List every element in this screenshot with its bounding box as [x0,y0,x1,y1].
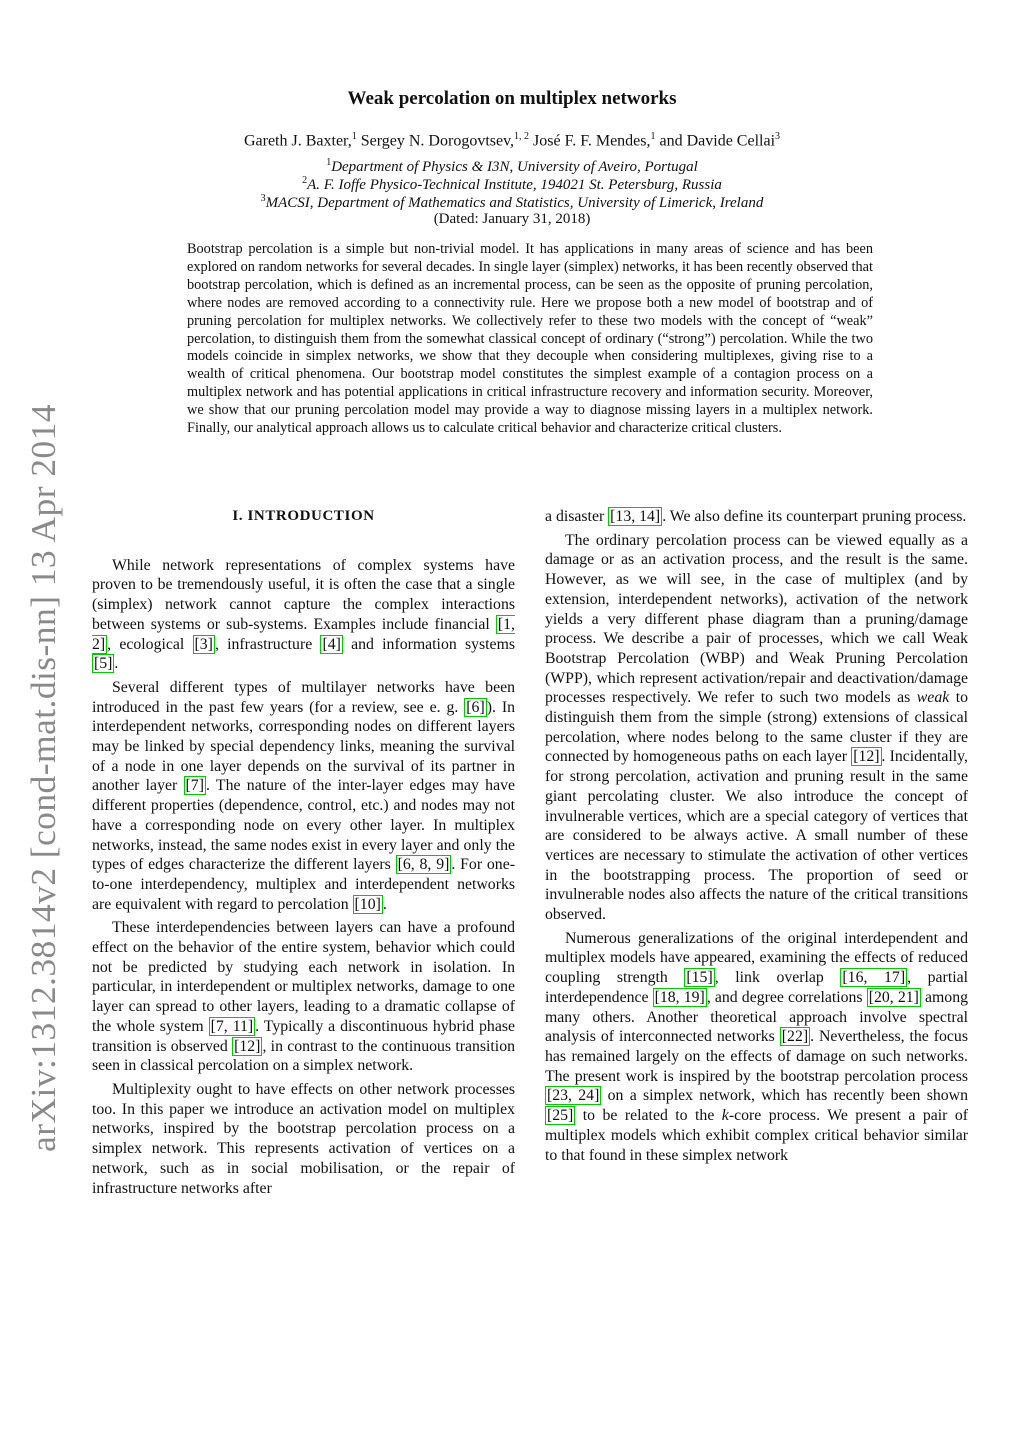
text-run: These interdependencies between layers can have a profound effect on the behavior of the entire system, behavior which could not be predicted by studying each network in isolation. In particular, in interdependent or multiplex networks, damage to one layer can spread to other layers, leading to a dramatic collapse of the whole system [92,919,515,1035]
text-run: . Incidentally, for strong percolation, activation and pruning result in the same giant percolating cluster. We also introduce the concept of invulnerable vertices, which are a special category of vertices that are considered to be always active. A small number of these vertices are necessary to stimulate the activation of other vertices in the bootstrapping process. The proportion of seed or invulnerable nodes also affects the nature of the critical transitions observed. [545,748,968,924]
paragraph [545,507,968,527]
paragraph [92,1080,515,1198]
citation-link[interactable]: [16, 17] [842,969,906,987]
section-heading: I. INTRODUCTION [232,508,375,524]
citation-link[interactable]: [1, 2] [92,615,515,653]
text-run: and information systems [342,635,516,653]
citation-link[interactable]: [22] [781,1028,809,1046]
citation-link[interactable]: [20, 21] [868,988,919,1006]
right-column [545,507,968,1165]
citation-link[interactable]: [25] [547,1107,574,1125]
text-run: Multiplexity ought to have effects on other network processes too. In this paper we introduce an activation model on multiplex networks, inspired by the bootstrap percolation process on a simplex network. This represents activation of vertices on a network, such as in social mobilisation, or the repair of infrastructure networks after [92,1080,515,1197]
text-run: . We also define its counterpart pruning process. [662,508,967,525]
text-run: among many others. Another theoretical approach involve spectral analysis of interconnected networks [545,988,969,1046]
citation-link[interactable]: [10] [354,895,381,913]
citation-link[interactable]: [6] [466,698,485,716]
citation-link[interactable]: [23, 24] [547,1087,600,1105]
arxiv-identifier-text: arXiv:1312.3814v2 [cond-mat.dis-nn] 13 Apr 2014 [24,415,63,1152]
text-run: , partial interdependence [545,969,968,1006]
affiliation-text: MACSI, Department of Mathematics and Statistics, University of Limerick, Ireland [265,195,764,211]
text-run: , link overlap [714,969,841,987]
paragraph [92,678,515,914]
citation-link[interactable]: [12] [853,748,880,766]
paragraph [545,929,968,1165]
text-run: to be related to the [575,1107,722,1125]
emphasis: k [721,1107,729,1125]
emphasis: weak [916,689,950,707]
author-affiliation-mark: 1 [650,131,656,142]
paragraph [92,556,515,674]
abstract: Bootstrap percolation is a simple but non-trivial model. It has applications in many areas of science and has been explored on random networks for several decades. In single layer (simplex) networks, it has been recently observed that bootstrap percolation, which is defined as an incremental process, can be seen as the opposite of pruning percolation, where nodes are removed according to a connectivity rule. Here we propose both a new model of bootstrap and of pruning percolation for multiplex networks. We collectively refer to these two models with the concept of “weak” percolation, to distinguish them from the somewhat classical concept of ordinary (“strong”) percolation. While the two models coincide in simplex networks, we show that they decouple when considering multiplexes, giving rise to a wealth of critical phenomena. Our bootstrap model constitutes the simplest example of a contagion process on a multiplex network and has potential applications in critical infrastructure recovery and information security. Moreover, we show that our pruning percolation model may provide a way to diagnose missing layers in a multiplex network. Finally, our analytical approach allows us to calculate critical behavior and characterize critical clusters. [187,241,873,437]
affiliation-line [0,175,1024,194]
author-name: and Davide Cellai [659,132,776,150]
author-name: Gareth J. Baxter, [243,132,352,150]
author-name: Sergey N. Dorogovtsev, [360,132,515,150]
text-run: ). In interdependent networks, corresponding nodes on different layers may be linked by special dependency links, meaning the survival of a node in one layer depends on the survival of its partner in another layer [92,698,515,795]
text-run: Several different types of multilayer networks have been introduced in the past few years (for a review, see e. g. [92,678,515,716]
affiliation-line [0,157,1024,176]
text-run: , ecological [107,635,193,653]
text-run: to distinguish them from the simple (strong) extensions of classical percolation, where nodes belong to the same cluster if they are connected by homogeneous paths on each layer [545,689,968,766]
affiliation-line [0,193,1024,212]
text-run: . Typically a discontinuous hybrid phase transition is observed [92,1017,515,1055]
citation-link[interactable]: [13, 14] [610,508,661,525]
affiliation-mark: 1 [326,157,332,168]
paragraph [92,918,515,1076]
text-run: . [114,655,119,673]
citation-link[interactable]: [5] [94,655,113,673]
text-run: . Nevertheless, the focus has remained largely on the effects of damage on such networks. The present work is inspired by the bootstrap percolation process [545,1028,968,1085]
text-run: , infrastructure [214,635,321,653]
paper-title: Weak percolation on multiplex networks [347,88,677,109]
affiliation-text: Department of Physics & I3N, University of Aveiro, Portugal [331,159,698,175]
date-line: (Dated: January 31, 2018) [433,211,591,227]
text-run: , and degree correlations [706,988,867,1006]
affiliation-text: A. F. Ioffe Physico-Technical Institute, 194021 St. Petersburg, Russia [307,177,722,193]
text-run: on a simplex network, which has recently been shown [601,1087,968,1105]
text-run: a disaster [545,508,609,525]
citation-link[interactable]: [15] [686,969,713,987]
text-run: . For one-to-one interdependency, multiplex and interdependent networks are equivalent with regard to percolation [92,856,515,913]
citation-link[interactable]: [7] [185,777,204,795]
text-run: . [382,895,387,913]
text-run: Numerous generalizations of the original interdependent and multiplex models have appeared, examining the effects of reduced coupling strength [545,929,968,987]
arxiv-identifier-sidebar [8,400,68,1160]
paragraph [545,531,968,925]
author-affiliation-mark: 3 [775,131,781,142]
text-run: , in contrast to the continuous transition seen in classical percolation on a simplex network. [92,1037,515,1075]
affiliation-mark: 3 [260,193,266,204]
citation-link[interactable]: [3] [194,635,213,653]
citation-link[interactable]: [7, 11] [210,1017,254,1035]
arxiv-identifier-svg [8,400,68,1160]
text-run: The ordinary percolation process can be viewed equally as a damage or as an activation process, and the result is the same. However, as we will see, in the case of multiplex (and by extension, interdependent networks), activation of the network yields a very different phase diagram than a pruning/damage process. We describe a pair of processes, which we call Weak Bootstrap Percolation (WBP) and Weak Pruning Percolation (WPP), which represent activation/repair and deactivation/damage processes respectively. We refer to such two models as [545,531,968,707]
left-column [92,507,515,1198]
text-run: -core process. We present a pair of multiplex models which exhibit complex critical behavior similar to that found in these simplex network [545,1107,968,1164]
author-affiliation-mark: 1, 2 [514,131,530,142]
citation-link[interactable]: [6, 8, 9] [397,856,450,874]
text-run: . The nature of the inter-layer edges may have different properties (dependence, control, etc.) and nodes may not have a corresponding node on every other layer. In multiplex networks, instead, the same nodes exist in every layer and only the types of edges characterize the different layers [92,777,515,874]
author-affiliation-mark: 1 [351,131,357,142]
citation-link[interactable]: [18, 19] [654,988,705,1006]
text-run: While network representations of complex systems have proven to be tremendously useful, it is often the case that a single (simplex) network cannot capture the complex interactions between systems or sub-systems. Examples include financial [92,556,515,633]
author-list [0,131,1024,150]
citation-link[interactable]: [12] [234,1037,261,1055]
affiliation-mark: 2 [302,175,308,186]
author-name: José F. F. Mendes, [533,132,651,150]
citation-link[interactable]: [4] [322,635,341,653]
